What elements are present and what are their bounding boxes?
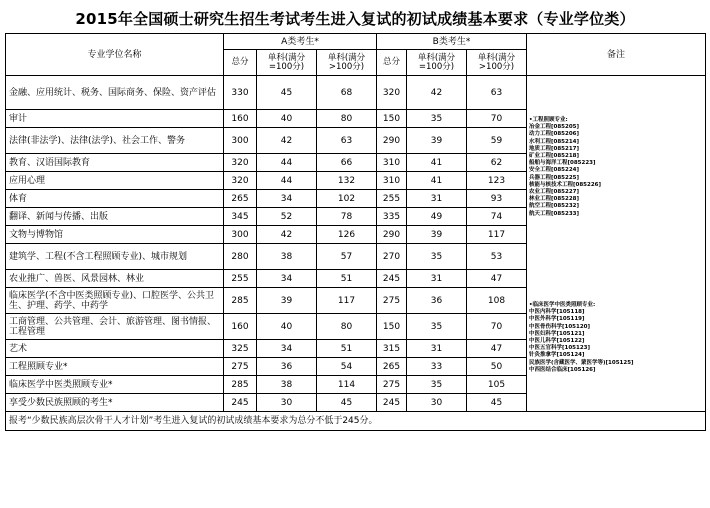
footnote: 报考“少数民族高层次骨干人才计划”考生进入复试的初试成绩基本要求为总分不低于245分。 <box>6 412 706 431</box>
remark-line: 民族医学(含藏医学、蒙医学等)[105125] <box>529 359 634 366</box>
b-total-cell: 310 <box>377 154 407 172</box>
b-total-cell: 310 <box>377 172 407 190</box>
a-single-eq100-cell: 39 <box>257 288 317 314</box>
b-total-cell: 275 <box>377 288 407 314</box>
b-single-gt100-cell: 70 <box>467 314 527 340</box>
b-total-cell: 245 <box>377 270 407 288</box>
a-single-gt100-cell: 51 <box>317 270 377 288</box>
header-b-single-eq100: 单科(满分=100分) <box>407 50 467 76</box>
a-single-gt100-cell: 102 <box>317 190 377 208</box>
a-total-cell: 265 <box>224 190 257 208</box>
remark-line: 中医内科学[105118] <box>529 309 585 316</box>
b-single-eq100-cell: 39 <box>407 226 467 244</box>
b-single-eq100-cell: 36 <box>407 288 467 314</box>
degree-name: 翻译、新闻与传播、出版 <box>6 208 224 226</box>
remark-line: 船舶与海洋工程[085223] <box>529 160 596 167</box>
a-single-eq100-cell: 30 <box>257 394 317 412</box>
a-single-gt100-cell: 78 <box>317 208 377 226</box>
remark-line: 中医五官科学[105123] <box>529 345 591 352</box>
b-single-eq100-cell: 35 <box>407 244 467 270</box>
score-table-body <box>6 76 706 412</box>
a-total-cell: 325 <box>224 340 257 358</box>
b-single-eq100-cell: 31 <box>407 270 467 288</box>
footnote-row <box>6 412 706 431</box>
a-single-gt100-cell: 57 <box>317 244 377 270</box>
b-total-cell: 150 <box>377 314 407 340</box>
remark-line: 中医妇科学[105121] <box>529 330 585 337</box>
b-single-gt100-cell: 47 <box>467 270 527 288</box>
a-single-eq100-cell: 45 <box>257 76 317 110</box>
remark-line: 安全工程[085224] <box>529 167 580 174</box>
degree-name: 工商管理、公共管理、会计、旅游管理、图书情报、工程管理 <box>6 314 224 340</box>
a-single-gt100-cell: 63 <box>317 128 377 154</box>
b-single-gt100-cell: 74 <box>467 208 527 226</box>
b-single-eq100-cell: 42 <box>407 76 467 110</box>
header-a-single-eq100: 单科(满分=100分) <box>257 50 317 76</box>
header-row-1 <box>6 34 706 50</box>
page-title: 2015年全国硕士研究生招生考试考生进入复试的初试成绩基本要求（专业学位类） <box>75 10 635 28</box>
b-single-gt100-cell: 70 <box>467 110 527 128</box>
degree-name: 文物与博物馆 <box>6 226 224 244</box>
remark-line: 兵器工程[085225] <box>529 174 580 181</box>
a-total-cell: 300 <box>224 128 257 154</box>
remark-line: 中医骨伤科学[105120] <box>529 323 591 330</box>
remark-line: 林业工程[085228] <box>529 196 580 203</box>
degree-name: 艺术 <box>6 340 224 358</box>
a-single-eq100-cell: 42 <box>257 226 317 244</box>
a-single-eq100-cell: 40 <box>257 110 317 128</box>
a-total-cell: 285 <box>224 376 257 394</box>
b-single-gt100-cell: 123 <box>467 172 527 190</box>
degree-name: 工程照顾专业* <box>6 358 224 376</box>
remark-line: 动力工程[085206] <box>529 131 580 138</box>
remark-line: 中医外科学[105119] <box>529 316 585 323</box>
b-single-gt100-cell: 47 <box>467 340 527 358</box>
a-total-cell: 345 <box>224 208 257 226</box>
remark-line: 航空工程[085232] <box>529 203 580 210</box>
header-remark: 备注 <box>527 34 706 76</box>
a-total-cell: 285 <box>224 288 257 314</box>
a-single-eq100-cell: 34 <box>257 340 317 358</box>
b-single-eq100-cell: 33 <box>407 358 467 376</box>
b-single-eq100-cell: 41 <box>407 172 467 190</box>
b-single-gt100-cell: 105 <box>467 376 527 394</box>
remark-line: 针灸推拿学[105124] <box>529 352 585 359</box>
a-single-gt100-cell: 66 <box>317 154 377 172</box>
header-b-single-gt100: 单科(满分>100分) <box>467 50 527 76</box>
a-total-cell: 320 <box>224 154 257 172</box>
a-single-eq100-cell: 44 <box>257 154 317 172</box>
degree-name: 临床医学中医类照顾专业* <box>6 376 224 394</box>
a-single-eq100-cell: 34 <box>257 270 317 288</box>
degree-name: 应用心理 <box>6 172 224 190</box>
remark-line: 冶金工程[085205] <box>529 124 580 131</box>
a-total-cell: 255 <box>224 270 257 288</box>
b-single-eq100-cell: 49 <box>407 208 467 226</box>
b-total-cell: 255 <box>377 190 407 208</box>
a-total-cell: 245 <box>224 394 257 412</box>
b-total-cell: 275 <box>377 376 407 394</box>
b-single-eq100-cell: 31 <box>407 190 467 208</box>
remark-line: 农业工程[085227] <box>529 189 580 196</box>
b-total-cell: 270 <box>377 244 407 270</box>
remark-line: •临床医学中医类照顾专业: <box>529 302 596 308</box>
b-single-gt100-cell: 53 <box>467 244 527 270</box>
b-single-gt100-cell: 63 <box>467 76 527 110</box>
b-total-cell: 315 <box>377 340 407 358</box>
b-single-gt100-cell: 93 <box>467 190 527 208</box>
a-single-gt100-cell: 51 <box>317 340 377 358</box>
remark-line: 中医儿科学[105122] <box>529 338 585 345</box>
degree-name: 临床医学(不含中医类照顾专业)、口腔医学、公共卫生、护理、药学、中药学 <box>6 288 224 314</box>
a-single-eq100-cell: 38 <box>257 376 317 394</box>
a-single-gt100-cell: 80 <box>317 314 377 340</box>
remark-line: 地质工程[085217] <box>529 145 580 152</box>
a-total-cell: 160 <box>224 314 257 340</box>
a-single-gt100-cell: 132 <box>317 172 377 190</box>
a-single-eq100-cell: 34 <box>257 190 317 208</box>
b-single-eq100-cell: 41 <box>407 154 467 172</box>
b-single-gt100-cell: 108 <box>467 288 527 314</box>
b-total-cell: 290 <box>377 226 407 244</box>
b-single-gt100-cell: 45 <box>467 394 527 412</box>
table-row <box>6 76 706 110</box>
a-single-eq100-cell: 52 <box>257 208 317 226</box>
degree-name: 金融、应用统计、税务、国际商务、保险、资产评估 <box>6 76 224 110</box>
degree-name: 审计 <box>6 110 224 128</box>
b-single-eq100-cell: 30 <box>407 394 467 412</box>
remark-line: 核能与核技术工程[085226] <box>529 181 602 188</box>
degree-name: 享受少数民族照顾的考生* <box>6 394 224 412</box>
header-a-single-gt100: 单科(满分>100分) <box>317 50 377 76</box>
degree-name: 农业推广、兽医、风景园林、林业 <box>6 270 224 288</box>
header-a-total: 总分 <box>224 50 257 76</box>
remark-line: 矿业工程[085218] <box>529 153 580 160</box>
a-total-cell: 275 <box>224 358 257 376</box>
header-b-group: B类考生* <box>377 34 527 50</box>
a-total-cell: 320 <box>224 172 257 190</box>
engineering-remark-list <box>529 117 601 218</box>
a-single-eq100-cell: 40 <box>257 314 317 340</box>
b-single-eq100-cell: 39 <box>407 128 467 154</box>
remark-line: 水利工程[085214] <box>529 138 580 145</box>
remark-line: 航天工程[085233] <box>529 210 580 217</box>
a-single-gt100-cell: 68 <box>317 76 377 110</box>
b-total-cell: 245 <box>377 394 407 412</box>
degree-name: 建筑学、工程(不含工程照顾专业)、城市规划 <box>6 244 224 270</box>
a-single-gt100-cell: 45 <box>317 394 377 412</box>
b-total-cell: 320 <box>377 76 407 110</box>
a-single-gt100-cell: 80 <box>317 110 377 128</box>
degree-name: 法律(非法学)、法律(法学)、社会工作、警务 <box>6 128 224 154</box>
a-single-gt100-cell: 126 <box>317 226 377 244</box>
degree-name: 体育 <box>6 190 224 208</box>
remark-line: 中西医结合临床[105126] <box>529 366 596 373</box>
b-single-gt100-cell: 50 <box>467 358 527 376</box>
b-single-gt100-cell: 62 <box>467 154 527 172</box>
a-single-gt100-cell: 54 <box>317 358 377 376</box>
a-total-cell: 300 <box>224 226 257 244</box>
b-single-gt100-cell: 59 <box>467 128 527 154</box>
a-single-eq100-cell: 36 <box>257 358 317 376</box>
b-total-cell: 150 <box>377 110 407 128</box>
tcm-remark-list <box>529 302 634 374</box>
b-single-eq100-cell: 35 <box>407 376 467 394</box>
a-single-eq100-cell: 38 <box>257 244 317 270</box>
remark-line: •工程照顾专业: <box>529 117 568 123</box>
b-single-gt100-cell: 117 <box>467 226 527 244</box>
b-total-cell: 265 <box>377 358 407 376</box>
a-total-cell: 330 <box>224 76 257 110</box>
a-total-cell: 280 <box>224 244 257 270</box>
score-table <box>5 33 706 431</box>
b-total-cell: 290 <box>377 128 407 154</box>
degree-name: 教育、汉语国际教育 <box>6 154 224 172</box>
header-a-group: A类考生* <box>224 34 377 50</box>
header-b-total: 总分 <box>377 50 407 76</box>
remark-cell <box>527 76 706 412</box>
a-single-eq100-cell: 44 <box>257 172 317 190</box>
a-total-cell: 160 <box>224 110 257 128</box>
b-single-eq100-cell: 31 <box>407 340 467 358</box>
a-single-eq100-cell: 42 <box>257 128 317 154</box>
a-single-gt100-cell: 117 <box>317 288 377 314</box>
header-name: 专业学位名称 <box>6 34 224 76</box>
b-single-eq100-cell: 35 <box>407 110 467 128</box>
b-total-cell: 335 <box>377 208 407 226</box>
b-single-eq100-cell: 35 <box>407 314 467 340</box>
a-single-gt100-cell: 114 <box>317 376 377 394</box>
